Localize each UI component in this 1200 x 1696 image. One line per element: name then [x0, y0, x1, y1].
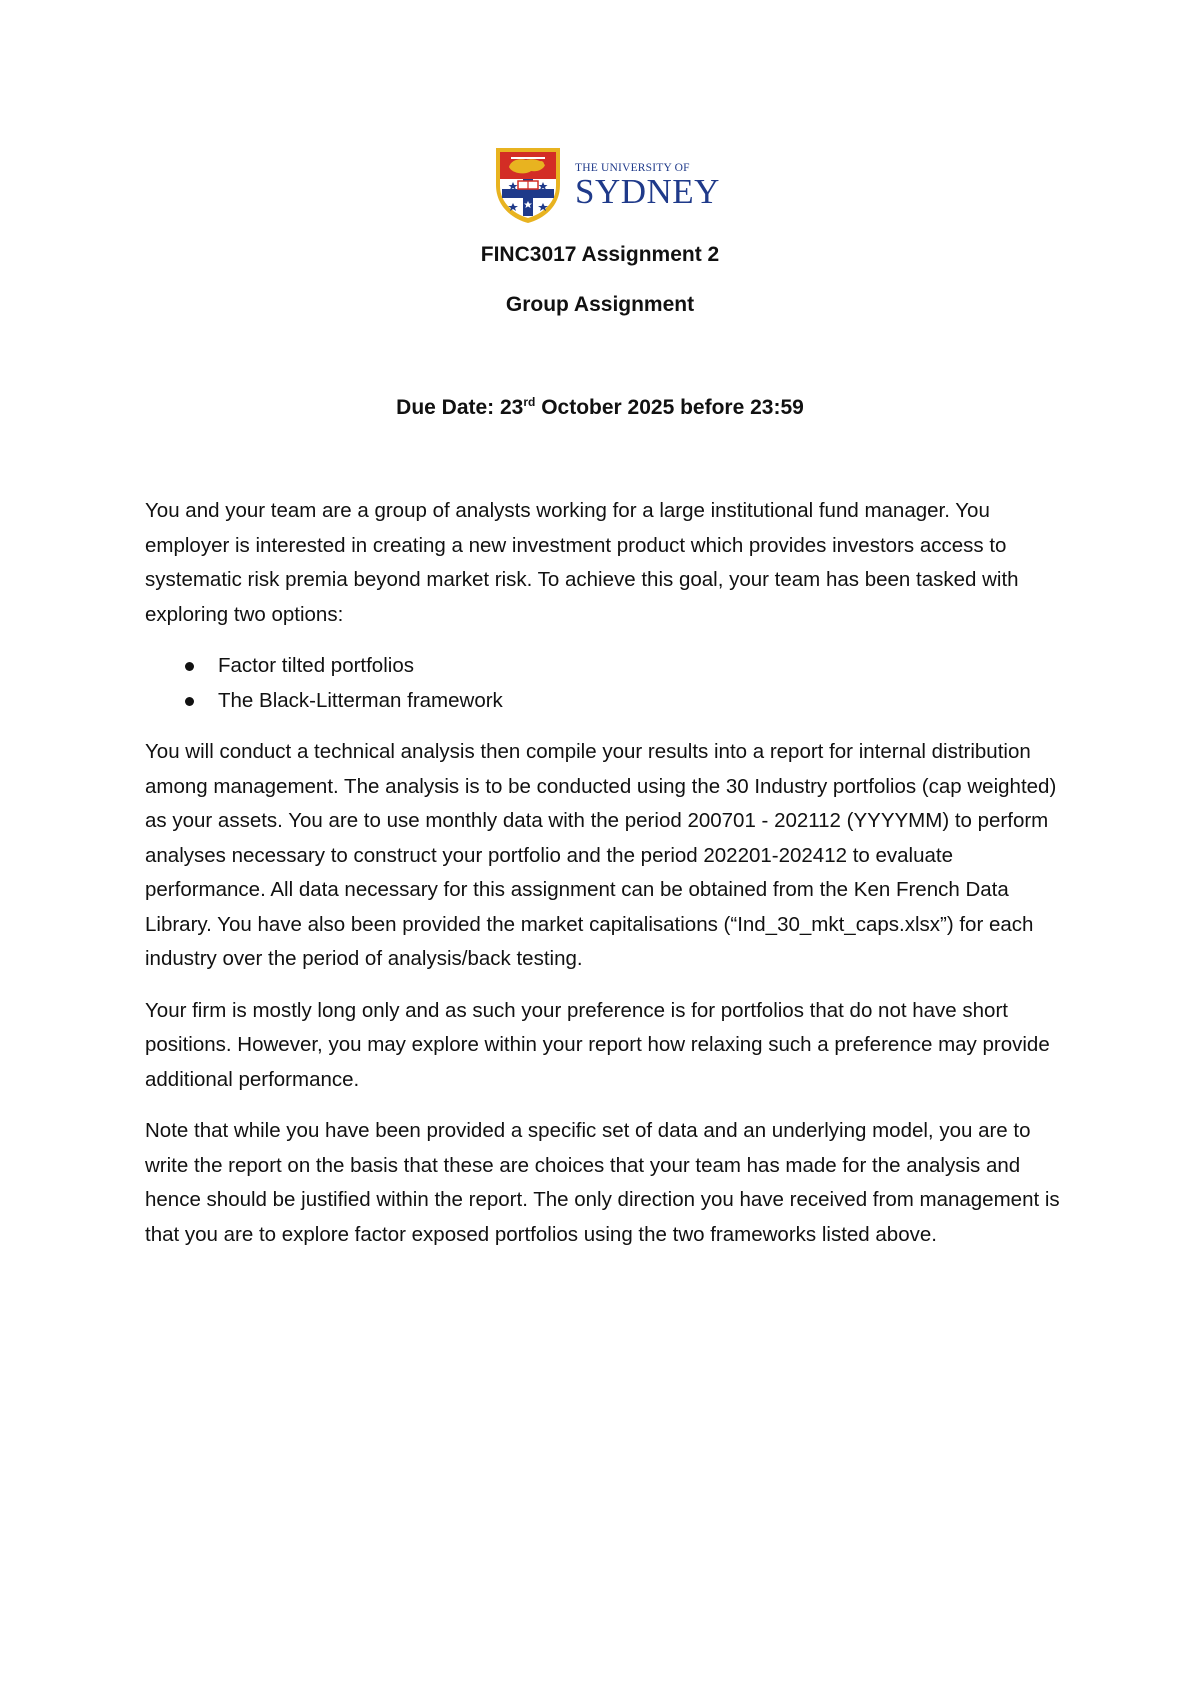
list-item	[145, 684, 1070, 719]
intro-paragraph: You and your team are a group of analysts working for a large institutional fund manager. You employer is interested in creating a new investment product which provides investors access to systematic risk premia beyond market risk. To achieve this goal, your team has been tasked with exploring two options:	[145, 499, 1019, 626]
assignment-subtitle: Group Assignment	[505, 293, 695, 316]
due-date-suffix: October 2025 before 23:59	[535, 396, 804, 419]
bullet-icon	[185, 697, 194, 706]
university-wordmark	[575, 162, 720, 209]
assignment-title: FINC3017 Assignment 2	[480, 243, 720, 266]
long-only-paragraph: Your firm is mostly long only and as such your preference is for portfolios that do not have short positions. However, you may explore within your report how relaxing such a preference may provide additional performance.	[145, 998, 1050, 1091]
bullet-icon	[185, 662, 194, 671]
due-date-ordinal: rd	[523, 395, 536, 409]
analysis-paragraph: You will conduct a technical analysis then compile your results into a report for internal distribution among management. The analysis is to be conducted using the 30 Industry portfolios (cap weighted) as your assets. You are to use monthly data with the period 200701 - 202112 (YYYYMM) to perform analyses necessary to construct your portfolio and the period 202201-202412 to evaluate performance. All data necessary for this assignment can be obtained from the Ken French Data Library. You have also been provided the market capitalisations (“Ind_30_mkt_caps.xlsx”) for each industry over the period of analysis/back testing.	[145, 740, 1057, 970]
list-item-text: Factor tilted portfolios	[218, 654, 414, 677]
due-date	[0, 396, 1200, 420]
university-crest-icon	[493, 145, 563, 225]
due-date-prefix: Due Date: 23	[396, 396, 524, 419]
wordmark-line1: THE UNIVERSITY OF	[575, 161, 690, 174]
note-paragraph: Note that while you have been provided a specific set of data and an underlying model, you are to write the report on the basis that these are choices that your team has made for the analysis and hence should be justified within the report. The only direction you have received from management is that you are to explore factor exposed portfolios using the two frameworks listed above.	[145, 1119, 1060, 1246]
wordmark-line2: SYDNEY	[575, 171, 720, 211]
assignment-body	[145, 494, 1070, 1269]
list-item-text: The Black-Litterman framework	[218, 688, 503, 712]
university-logo	[493, 144, 720, 226]
options-list	[145, 649, 1070, 718]
list-item	[145, 649, 1070, 684]
